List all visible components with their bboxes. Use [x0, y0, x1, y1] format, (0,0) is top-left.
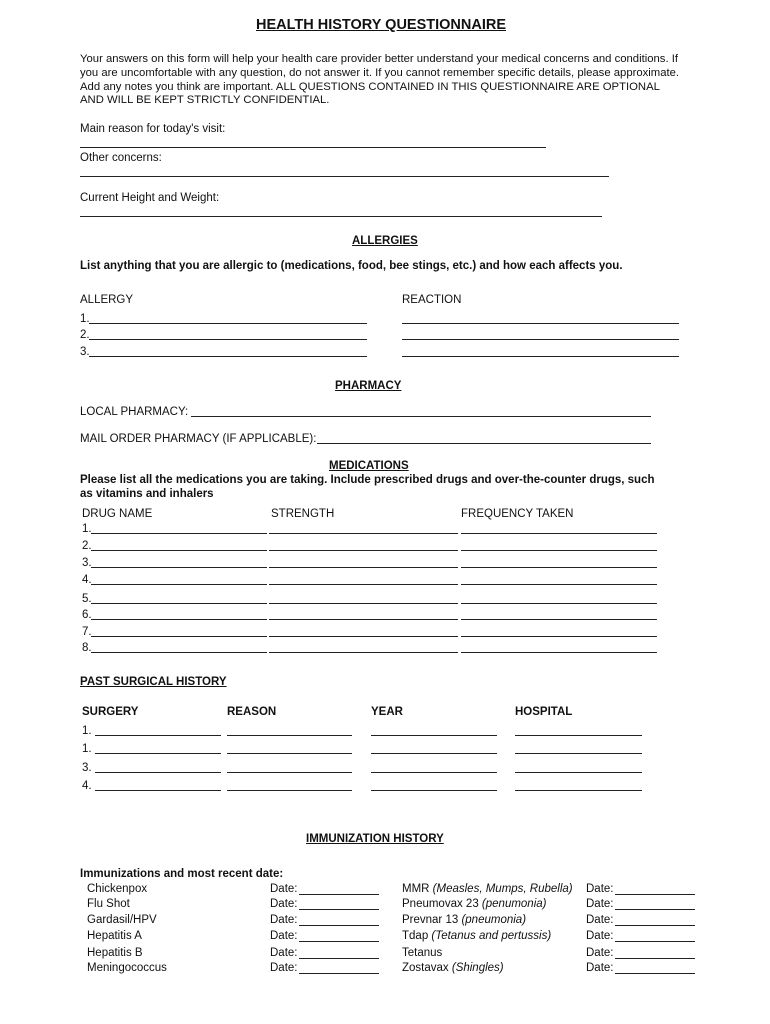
mail-pharmacy-field[interactable]: [317, 443, 651, 444]
medication-row-number: 7.: [82, 626, 92, 638]
surgery-reason-field[interactable]: [227, 772, 352, 773]
local-pharmacy-label: LOCAL PHARMACY:: [80, 406, 189, 418]
medications-instruction-line-1: Please list all the medications you are taking. Include prescribed drugs and over-the-counter drugs, such: [80, 474, 655, 486]
surgery-year-field[interactable]: [371, 753, 497, 754]
drug-name-field[interactable]: [91, 619, 267, 620]
hospital-column-header: HOSPITAL: [515, 706, 573, 718]
surgery-reason-field[interactable]: [227, 753, 352, 754]
height-weight-label: Current Height and Weight:: [80, 192, 220, 204]
strength-field[interactable]: [269, 636, 458, 637]
surgery-year-field[interactable]: [371, 790, 497, 791]
reaction-field[interactable]: [402, 323, 679, 324]
drug-name-field[interactable]: [91, 652, 267, 653]
immunization-date-field[interactable]: [615, 894, 695, 895]
strength-field[interactable]: [269, 567, 458, 568]
immunization-date-field[interactable]: [615, 925, 695, 926]
surgery-reason-field[interactable]: [227, 790, 352, 791]
immunization-date-label: Date:: [586, 914, 614, 926]
allergies-heading: ALLERGIES: [352, 235, 418, 247]
medication-row-number: 1.: [82, 523, 92, 535]
immunization-date-label: Date:: [586, 947, 614, 959]
immunization-note: (penumonia): [481, 898, 547, 910]
strength-field[interactable]: [269, 533, 458, 534]
drug-name-field[interactable]: [91, 550, 267, 551]
pharmacy-heading: PHARMACY: [335, 380, 402, 392]
immunization-name: Gardasil/HPV: [87, 914, 157, 926]
surgical-history-heading: PAST SURGICAL HISTORY: [80, 676, 227, 688]
allergy-row-number: 2.: [80, 329, 90, 341]
surgery-column-header: SURGERY: [82, 706, 139, 718]
immunization-name: [402, 897, 547, 911]
drug-name-field[interactable]: [91, 603, 267, 604]
drug-name-column-header: DRUG NAME: [82, 508, 153, 520]
immunization-heading: IMMUNIZATION HISTORY: [306, 833, 444, 845]
immunization-name-text: Pneumovax 23: [402, 898, 482, 910]
immunization-name-text: Tdap: [402, 930, 432, 942]
frequency-field[interactable]: [461, 533, 657, 534]
immunization-date-field[interactable]: [299, 925, 379, 926]
surgery-field[interactable]: [95, 753, 221, 754]
immunization-name: Hepatitis B: [87, 947, 143, 959]
immunization-note: (Tetanus and pertussis): [431, 930, 552, 942]
frequency-field[interactable]: [461, 636, 657, 637]
allergy-row-number: 3.: [80, 346, 90, 358]
surgery-row-number: 1.: [82, 743, 92, 755]
immunization-name-text: MMR: [402, 883, 433, 895]
immunization-date-field[interactable]: [299, 973, 379, 974]
surgery-row-number: 1.: [82, 725, 92, 737]
allergy-field[interactable]: [89, 339, 367, 340]
reaction-field[interactable]: [402, 356, 679, 357]
immunization-name: [402, 961, 504, 975]
surgery-year-field[interactable]: [371, 735, 497, 736]
allergy-field[interactable]: [89, 356, 367, 357]
immunization-name-text: Prevnar 13: [402, 914, 462, 926]
intro-paragraph: Your answers on this form will help your health care provider better understand your medical concerns and conditions. If you are uncomfortable with any question, do not answer it. If you cannot remember specific details, please approximate. Add any notes you think are important. ALL QUESTIONS CONTAINED IN THIS QUESTIONNAIRE ARE OPTIONAL AND WILL BE KEPT STRICTLY CONFIDENTIAL.: [80, 53, 680, 107]
strength-column-header: STRENGTH: [271, 508, 335, 520]
year-column-header: YEAR: [371, 706, 403, 718]
frequency-column-header: FREQUENCY TAKEN: [461, 508, 574, 520]
immunization-note: (Shingles): [451, 962, 504, 974]
immunization-name-text: Tetanus: [402, 947, 443, 959]
allergy-column-header: ALLERGY: [80, 294, 134, 306]
strength-field[interactable]: [269, 550, 458, 551]
immunization-date-label: Date:: [270, 930, 298, 942]
surgery-field[interactable]: [95, 790, 221, 791]
immunization-name: Hepatitis A: [87, 930, 142, 942]
surgery-field[interactable]: [95, 772, 221, 773]
immunization-date-label: Date:: [586, 930, 614, 942]
immunization-name: [402, 882, 573, 896]
surgery-reason-field[interactable]: [227, 735, 352, 736]
drug-name-field[interactable]: [91, 533, 267, 534]
medication-row-number: 6.: [82, 609, 92, 621]
other-concerns-label: Other concerns:: [80, 152, 162, 164]
frequency-field[interactable]: [461, 619, 657, 620]
frequency-field[interactable]: [461, 603, 657, 604]
frequency-field[interactable]: [461, 652, 657, 653]
immunization-note: (Measles, Mumps, Rubella): [432, 883, 573, 895]
immunization-name: [402, 929, 551, 943]
surgery-hospital-field[interactable]: [515, 790, 642, 791]
surgery-row-number: 4.: [82, 780, 92, 792]
surgery-row-number: 3.: [82, 762, 92, 774]
immunization-date-field[interactable]: [299, 894, 379, 895]
immunization-subheading: Immunizations and most recent date:: [80, 868, 284, 880]
strength-field[interactable]: [269, 584, 458, 585]
immunization-date-field[interactable]: [615, 973, 695, 974]
main-reason-label: Main reason for today's visit:: [80, 123, 226, 135]
immunization-date-field[interactable]: [299, 941, 379, 942]
reaction-column-header: REACTION: [402, 294, 462, 306]
frequency-field[interactable]: [461, 567, 657, 568]
immunization-date-field[interactable]: [299, 958, 379, 959]
immunization-name: Flu Shot: [87, 898, 130, 910]
drug-name-field[interactable]: [91, 636, 267, 637]
immunization-date-label: Date:: [270, 962, 298, 974]
immunization-date-field[interactable]: [299, 909, 379, 910]
other-concerns-field[interactable]: [80, 176, 609, 177]
drug-name-field[interactable]: [91, 584, 267, 585]
medication-row-number: 4.: [82, 574, 92, 586]
immunization-date-label: Date:: [270, 947, 298, 959]
surgery-year-field[interactable]: [371, 772, 497, 773]
immunization-date-label: Date:: [270, 914, 298, 926]
allergies-instruction: List anything that you are allergic to (medications, food, bee stings, etc.) and how each affects you.: [80, 260, 623, 272]
medication-row-number: 8.: [82, 642, 92, 654]
local-pharmacy-field[interactable]: [191, 416, 651, 417]
immunization-note: (pneumonia): [461, 914, 527, 926]
reason-column-header: REASON: [227, 706, 277, 718]
strength-field[interactable]: [269, 619, 458, 620]
immunization-name: [402, 946, 442, 960]
medication-row-number: 5.: [82, 593, 92, 605]
immunization-date-label: Date:: [586, 883, 614, 895]
immunization-name-text: Zostavax: [402, 962, 452, 974]
immunization-name: [402, 913, 526, 927]
immunization-date-field[interactable]: [615, 909, 695, 910]
height-weight-field[interactable]: [80, 216, 602, 217]
strength-field[interactable]: [269, 603, 458, 604]
strength-field[interactable]: [269, 652, 458, 653]
immunization-date-field[interactable]: [615, 958, 695, 959]
medications-heading: MEDICATIONS: [329, 460, 409, 472]
page-title: HEALTH HISTORY QUESTIONNAIRE: [256, 17, 507, 33]
immunization-date-label: Date:: [270, 898, 298, 910]
surgery-hospital-field[interactable]: [515, 753, 642, 754]
mail-pharmacy-label: MAIL ORDER PHARMACY (IF APPLICABLE):: [80, 433, 317, 445]
surgery-hospital-field[interactable]: [515, 735, 642, 736]
immunization-name: Meningococcus: [87, 962, 167, 974]
surgery-hospital-field[interactable]: [515, 772, 642, 773]
immunization-date-field[interactable]: [615, 941, 695, 942]
frequency-field[interactable]: [461, 550, 657, 551]
immunization-date-label: Date:: [270, 883, 298, 895]
drug-name-field[interactable]: [91, 567, 267, 568]
medication-row-number: 3.: [82, 557, 92, 569]
allergy-field[interactable]: [89, 323, 367, 324]
immunization-date-label: Date:: [586, 962, 614, 974]
surgery-field[interactable]: [95, 735, 221, 736]
frequency-field[interactable]: [461, 584, 657, 585]
medications-instruction-line-2: as vitamins and inhalers: [80, 488, 214, 500]
allergy-row-number: 1.: [80, 313, 90, 325]
immunization-date-label: Date:: [586, 898, 614, 910]
main-reason-field[interactable]: [80, 147, 546, 148]
immunization-name: Chickenpox: [87, 883, 148, 895]
reaction-field[interactable]: [402, 339, 679, 340]
medication-row-number: 2.: [82, 540, 92, 552]
